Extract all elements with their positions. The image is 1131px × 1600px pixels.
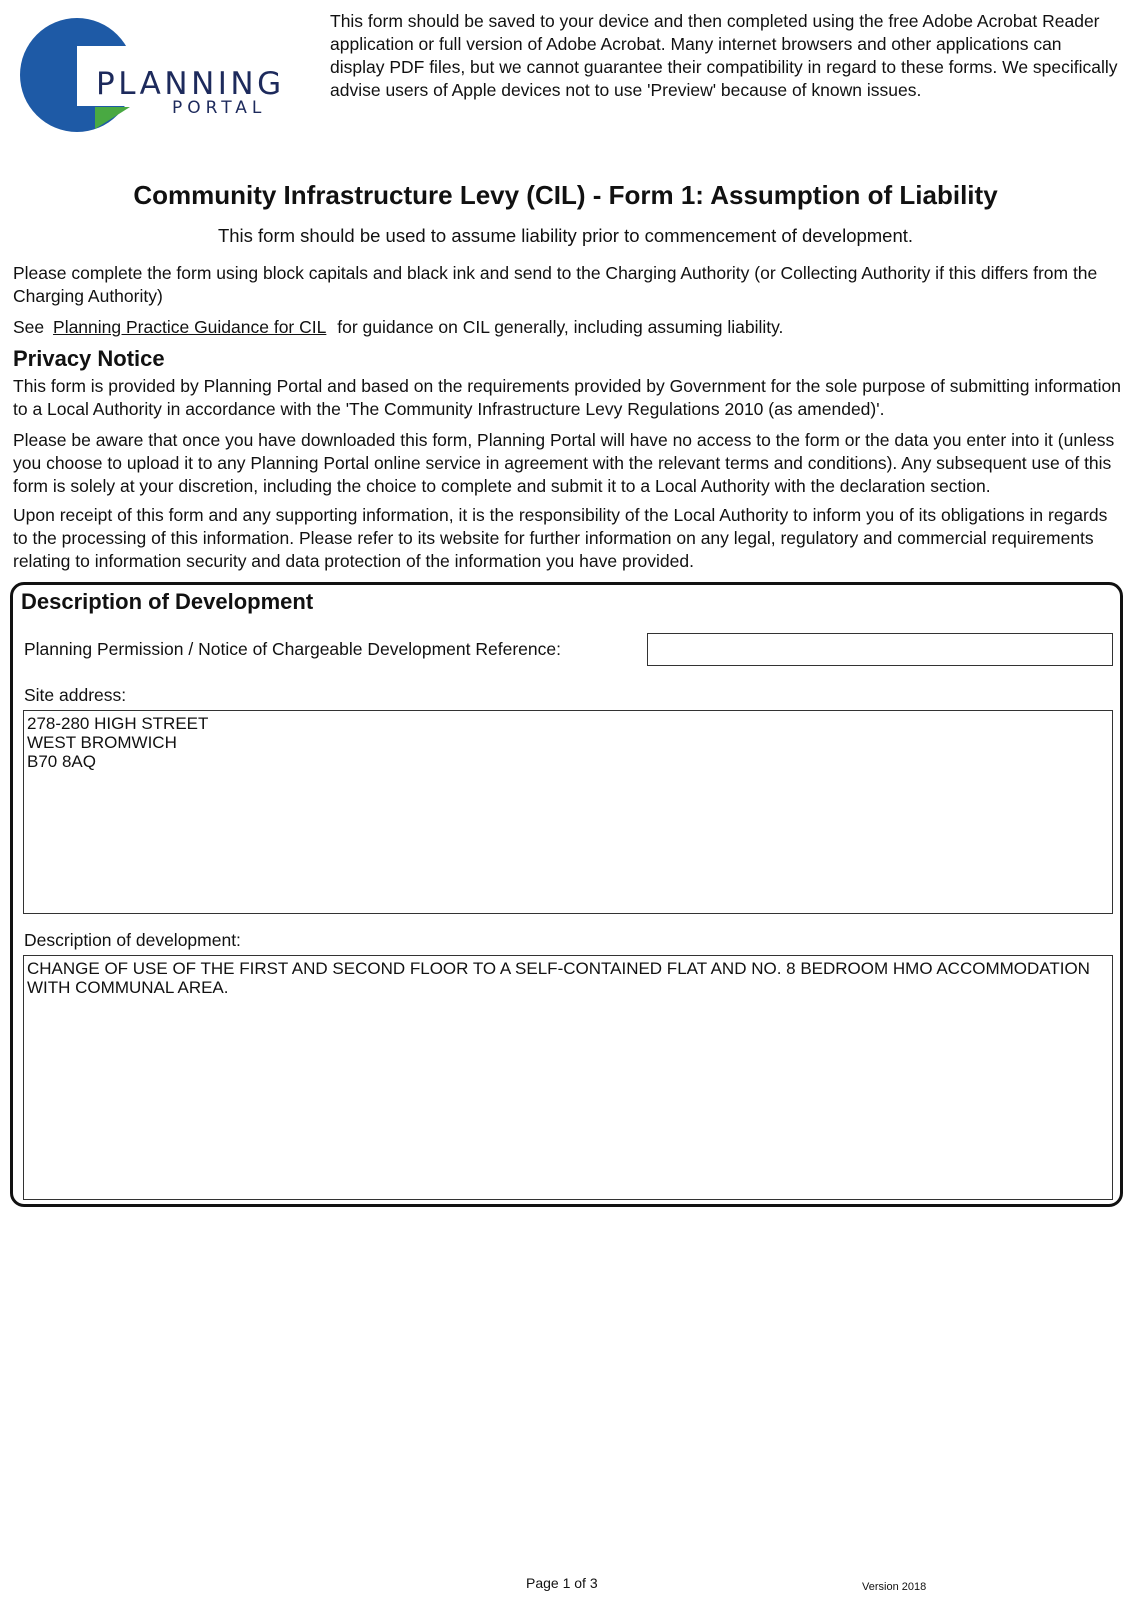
completion-instructions: Please complete the form using block capitals and black ink and send to the Charging Authority (or Collecting Authority if this differs from the Charging Authority)	[13, 263, 1098, 306]
page-number: Page 1 of 3	[526, 1575, 598, 1591]
guidance-suffix: for guidance on CIL generally, including assuming liability.	[337, 317, 784, 337]
privacy-notice-heading: Privacy Notice	[13, 346, 165, 371]
logo-text-portal: PORTAL	[172, 98, 267, 118]
guidance-line	[13, 316, 1123, 339]
planning-portal-logo	[20, 16, 285, 134]
version-label: Version 2018	[862, 1581, 927, 1593]
form-subtitle: This form should be used to assume liability prior to commencement of development.	[217, 225, 914, 246]
description-field[interactable]	[23, 955, 1113, 1200]
reference-label: Planning Permission / Notice of Chargeable Development Reference:	[24, 639, 561, 659]
planning-guidance-link[interactable]: Planning Practice Guidance for CIL	[53, 317, 327, 337]
section-heading: Description of Development	[21, 589, 314, 614]
site-address-field[interactable]	[23, 710, 1113, 914]
privacy-paragraph-3: Upon receipt of this form and any supporting information, it is the responsibility of the Local Authority to inform you of its obligations in regards to the processing of this information. Please refer to its website for further information on any legal, regulatory and commercial requirements relating to information security and data protection of the information you have provided.	[13, 505, 1108, 571]
reference-field[interactable]	[647, 633, 1113, 666]
logo-text-planning: PLANNING	[96, 66, 285, 102]
guidance-prefix: See	[13, 317, 45, 337]
site-address-value: 278-280 HIGH STREET WEST BROMWICH B70 8AQ	[27, 714, 209, 771]
description-value: CHANGE OF USE OF THE FIRST AND SECOND FLOOR TO A SELF-CONTAINED FLAT AND NO. 8 BEDROOM HMO ACCOMMODATION WITH COMMUNAL AREA.	[27, 959, 1090, 997]
privacy-paragraph-2: Please be aware that once you have downloaded this form, Planning Portal will have no access to the form or the data you enter into it (unless you choose to upload it to any Planning Portal online service in agreement with the relevant terms and conditions). Any subsequent use of this form is solely at your discretion, including the choice to complete and submit it to a Local Authority with the declaration section.	[13, 430, 1115, 496]
privacy-paragraph-1: This form is provided by Planning Portal and based on the requirements provided by Government for the sole purpose of submitting information to a Local Authority in accordance with the 'The Community Infrastructure Levy Regulations 2010 (as amended)'.	[13, 376, 1121, 419]
description-label: Description of development:	[24, 930, 241, 950]
form-title: Community Infrastructure Levy (CIL) - Form 1: Assumption of Liability	[133, 180, 998, 210]
acrobat-disclaimer: This form should be saved to your device and then completed using the free Adobe Acrobat Reader application or full version of Adobe Acrobat. Many internet browsers and other applications can display PDF files, but we cannot guarantee their compatibility in regard to these forms. We specifically advise users of Apple devices not to use 'Preview' because of known issues.	[330, 11, 1118, 100]
site-address-label: Site address:	[24, 685, 127, 705]
description-of-development-section	[10, 582, 1123, 1207]
